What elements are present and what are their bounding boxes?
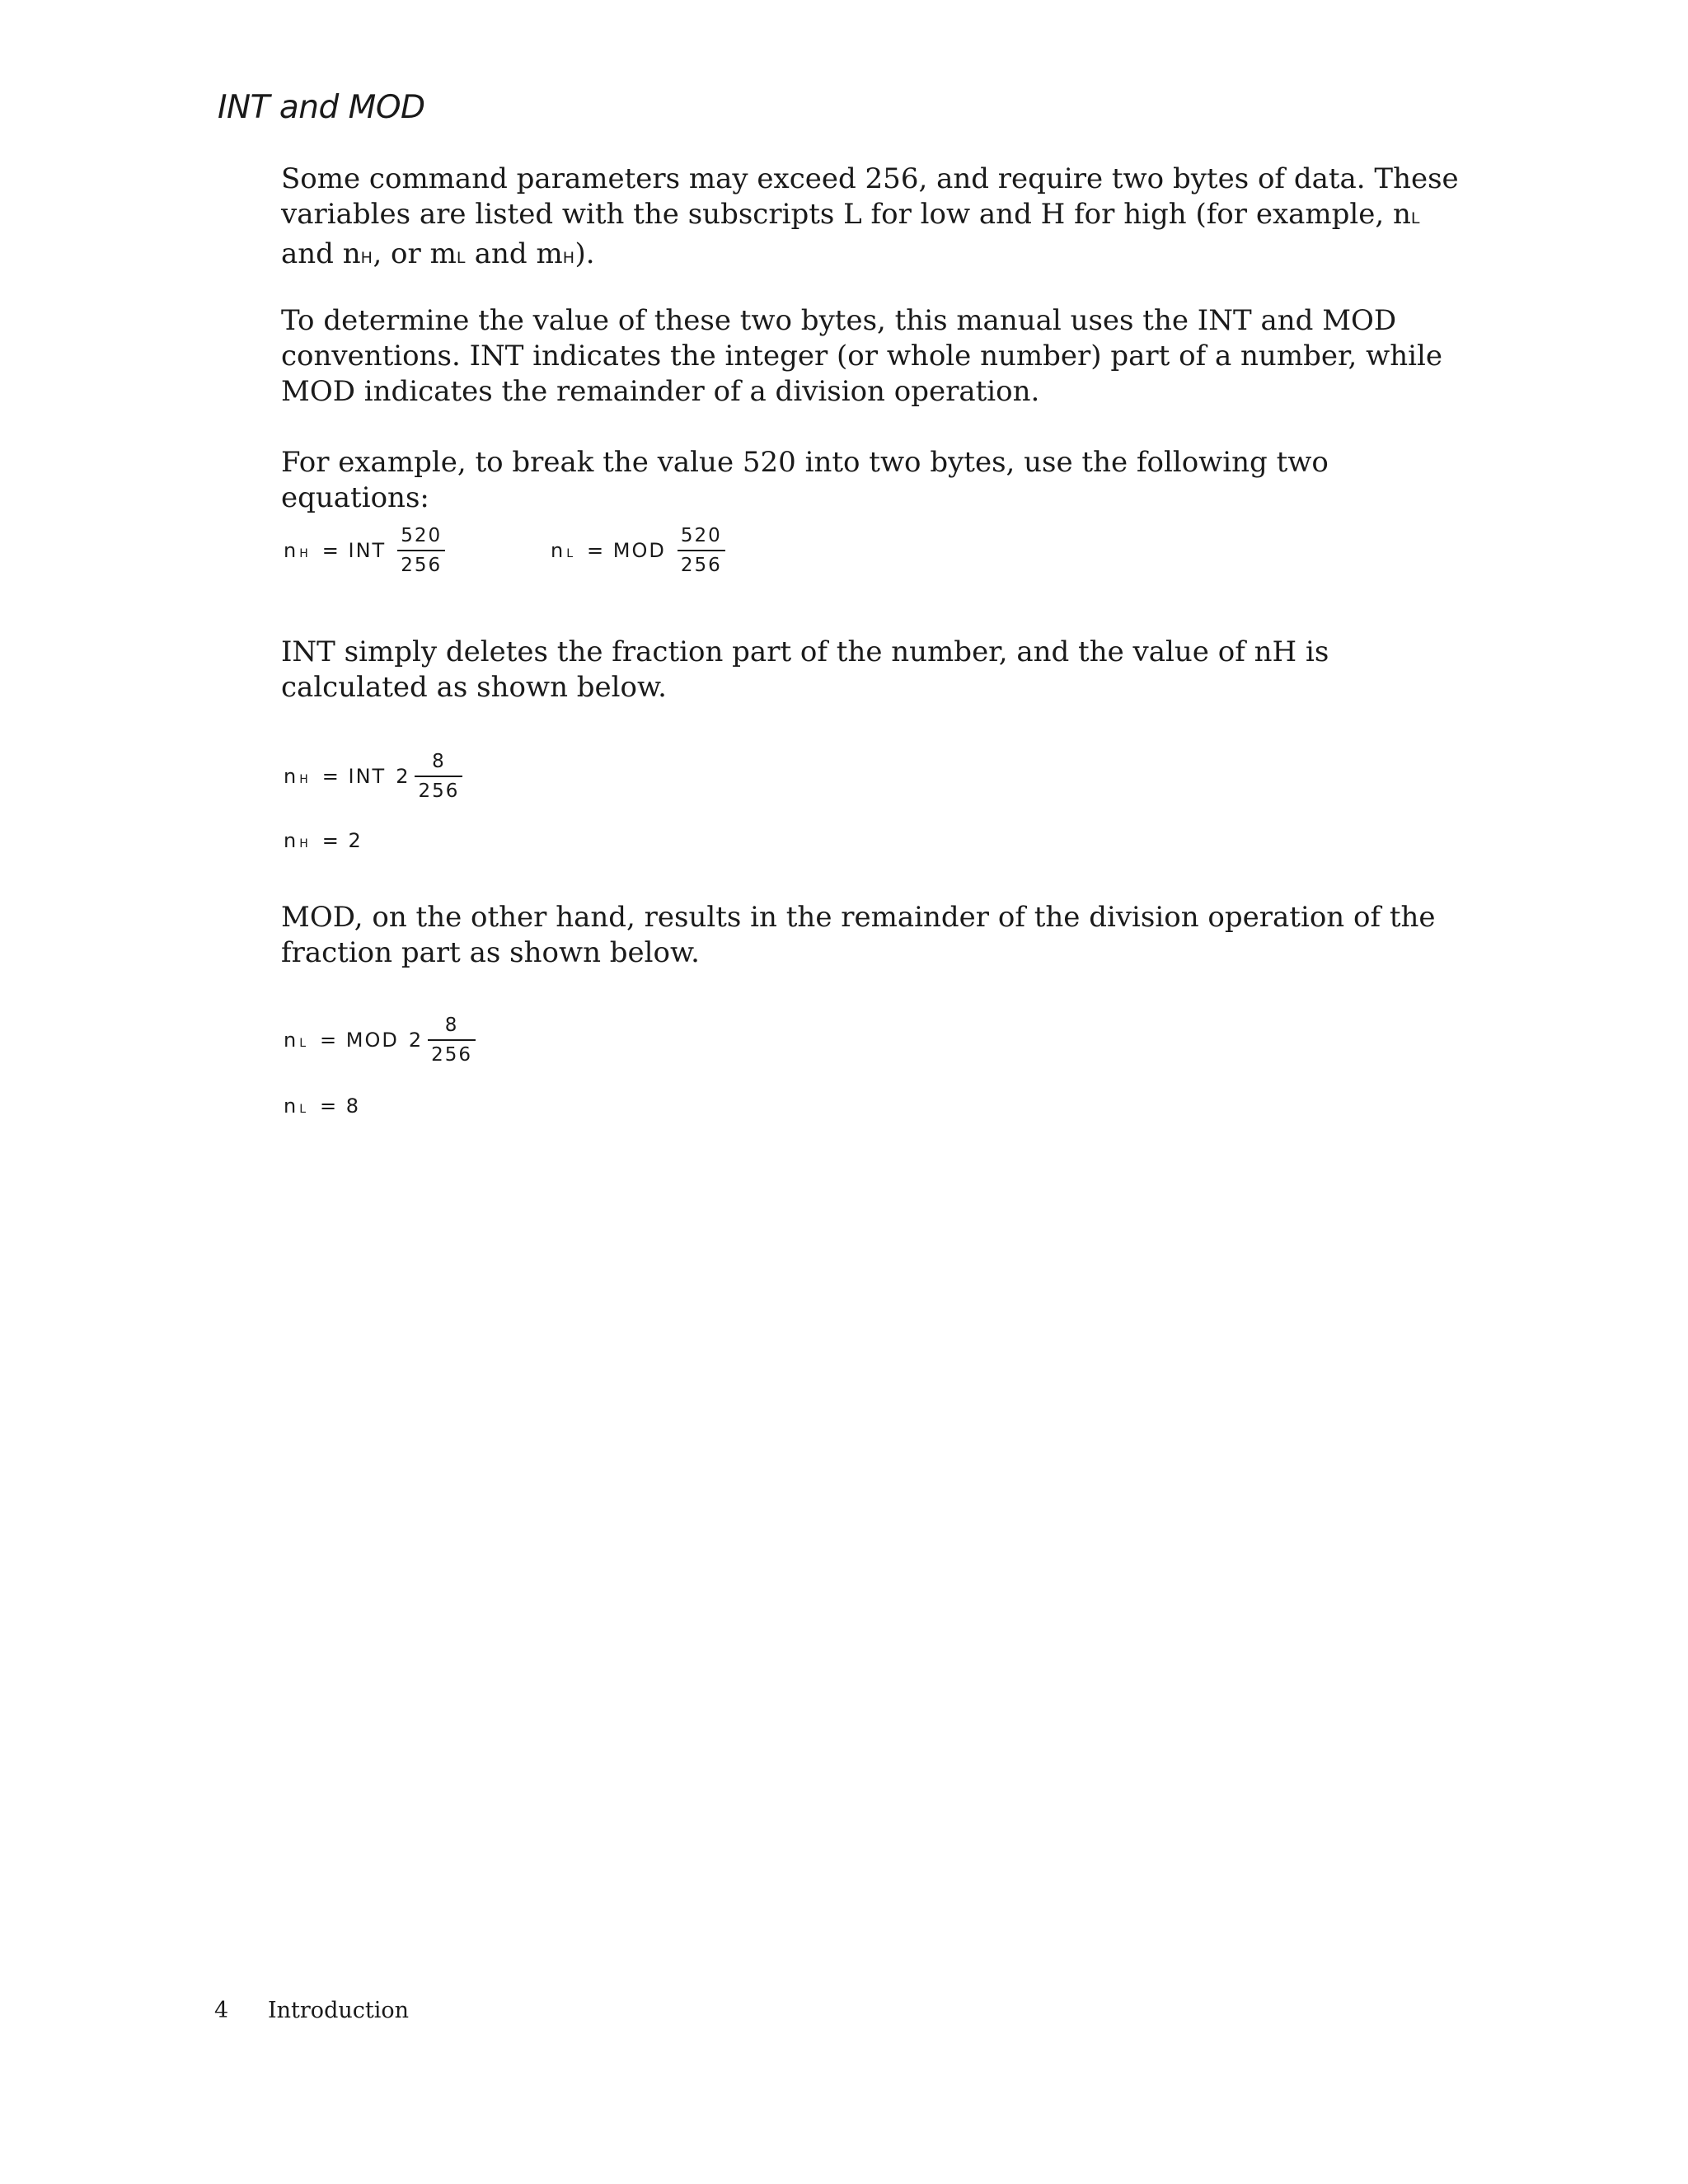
subscript-h: H	[562, 249, 575, 267]
subscript-l: L	[1410, 209, 1421, 227]
fraction-numerator: 520	[401, 525, 443, 546]
fraction-denominator: 256	[418, 780, 460, 802]
mixed-whole-part: 2	[396, 765, 410, 788]
subscript-l: L	[456, 249, 466, 267]
fraction	[397, 524, 445, 577]
fraction	[678, 524, 725, 577]
section-heading: INT and MOD	[218, 89, 425, 126]
footer-section-title: Introduction	[268, 1998, 409, 2023]
equation-variable: n L	[284, 1094, 307, 1118]
fraction-bar	[415, 776, 462, 777]
fraction-denominator: 256	[431, 1044, 473, 1066]
equation-variable: n H	[284, 829, 309, 852]
paragraph-example-520: For example, to break the value 520 into two bytes, use the following two equations:	[281, 446, 1329, 514]
equation-operator: = MOD	[587, 539, 666, 562]
equation-operator: = INT	[321, 765, 387, 788]
fraction-bar	[428, 1039, 476, 1041]
fraction	[428, 1014, 476, 1066]
equation-nl-result	[284, 1094, 360, 1118]
equation-rhs: = 2	[321, 829, 363, 852]
equation-variable: n L	[551, 539, 574, 562]
p1-text-e: ).	[574, 237, 595, 270]
paragraph-byte-intro	[281, 162, 1468, 276]
fraction-numerator: 8	[444, 1015, 459, 1036]
equation-operator: = MOD	[320, 1029, 399, 1052]
p1-text-a: Some command parameters may exceed 256, and require two bytes of data. These variables are listed with the subscripts L for low and H for high (for example, n	[281, 162, 1459, 231]
p1-text-b: and n	[281, 237, 361, 270]
equation-nh-int	[284, 524, 445, 577]
paragraph-mod-explanation: MOD, on the other hand, results in the remainder of the division operation of the fraction part as shown below.	[281, 901, 1436, 969]
equation-variable: n L	[284, 1029, 307, 1052]
equation-nl-mod	[551, 524, 725, 577]
equation-nl-mod-mixed	[284, 1014, 476, 1066]
equation-operator: = INT	[321, 539, 387, 562]
fraction-denominator: 256	[401, 555, 443, 576]
equation-nh-result	[284, 829, 363, 852]
paragraph-int-explanation: INT simply deletes the fraction part of the number, and the value of nH is calculated as shown below.	[281, 635, 1329, 704]
equation-nh-int-mixed	[284, 750, 462, 803]
fraction	[415, 750, 462, 803]
fraction-numerator: 520	[680, 525, 722, 546]
fraction-bar	[397, 550, 445, 551]
subscript-h: H	[360, 249, 373, 267]
equation-variable: n H	[284, 765, 309, 788]
fraction-bar	[678, 550, 725, 551]
p1-text-d: and m	[465, 237, 563, 270]
equation-variable: n H	[284, 539, 309, 562]
page-number: 4	[214, 1998, 229, 2023]
fraction-denominator: 256	[680, 555, 722, 576]
fraction-numerator: 8	[432, 751, 446, 772]
p1-text-c: , or m	[373, 237, 457, 270]
paragraph-int-mod-conventions: To determine the value of these two bytes, this manual uses the INT and MOD conventions. INT indicates the integer (or whole number) part of a number, while MOD indicates the remainder of a division operation.	[281, 304, 1442, 408]
mixed-whole-part: 2	[408, 1029, 424, 1052]
equation-rhs: = 8	[320, 1094, 361, 1118]
